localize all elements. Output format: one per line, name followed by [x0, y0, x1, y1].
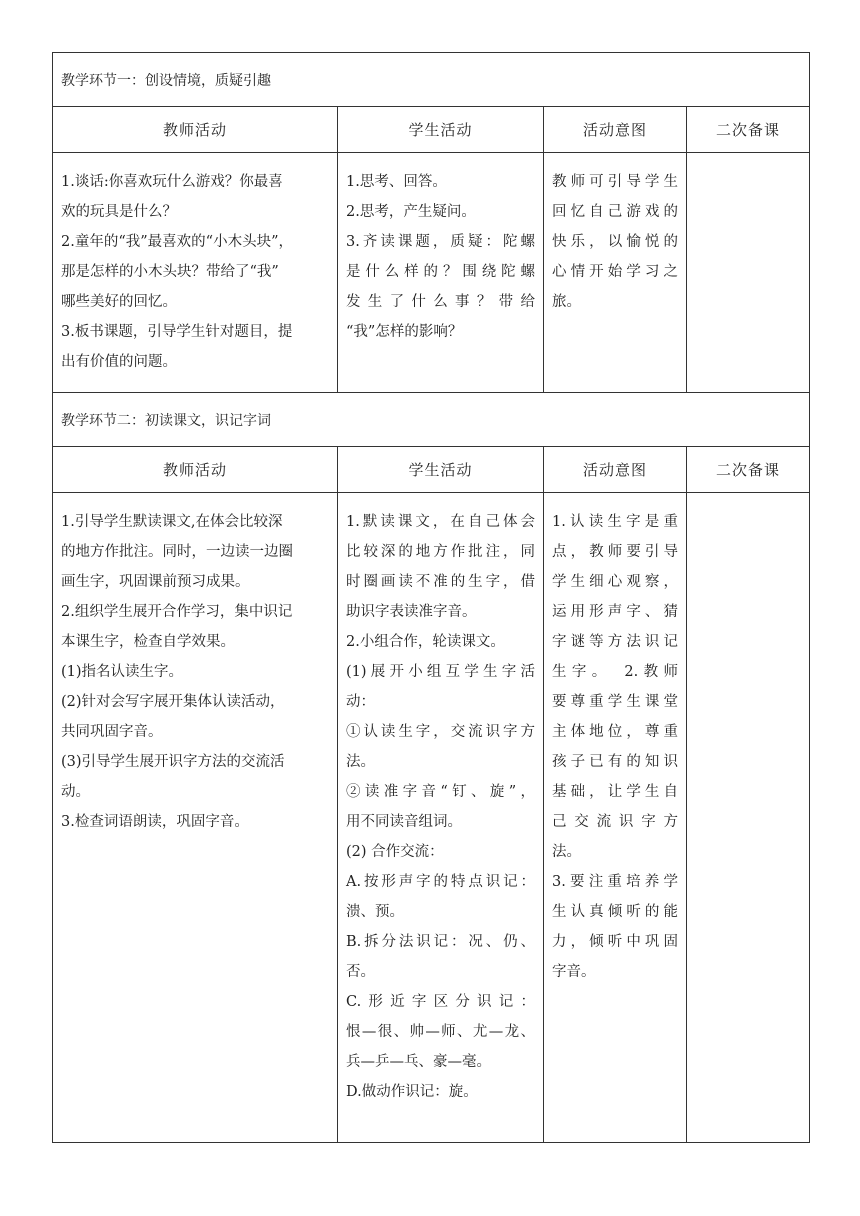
- section-title-row: [53, 53, 810, 107]
- text-line: 法。: [552, 844, 581, 860]
- text-line: 法。: [346, 754, 375, 770]
- text-line: 1.默读课文，在自己体会: [346, 514, 535, 530]
- text-line: (1)指名认读生字。: [61, 664, 184, 680]
- activity-intent-cell: [544, 153, 687, 393]
- text-line: 生字。 2.教师: [552, 664, 678, 680]
- text-line: 生认真倾听的能: [552, 904, 678, 920]
- text-line: 快乐，以愉悦的: [552, 234, 678, 250]
- section-title: 教学环节一：创设情境，质疑引趣: [53, 53, 810, 107]
- text-line: (2) 合作交流：: [346, 844, 444, 860]
- section-title-row: [53, 393, 810, 447]
- text-line: D.做动作识记：旋。: [346, 1084, 478, 1100]
- column-header: 活动意图: [544, 107, 687, 153]
- column-header: 教师活动: [53, 447, 338, 493]
- teacher-activity-cell: [53, 493, 338, 1143]
- text-line: 2.小组合作，轮读课文。: [346, 634, 505, 650]
- section-title: 教学环节二：初读课文，识记字词: [53, 393, 810, 447]
- text-line: 教师可引导学生: [552, 174, 678, 190]
- text-line: 画生字，巩固课前预习成果。: [61, 574, 250, 590]
- text-line: 本课生字，检查自学效果。: [61, 634, 235, 650]
- column-header: 二次备课: [687, 107, 810, 153]
- text-line: 要尊重学生课堂: [552, 694, 678, 710]
- second-preparation-cell: [687, 153, 810, 393]
- text-line: 心情开始学习之: [552, 264, 678, 280]
- text-line: 字谜等方法识记: [552, 634, 678, 650]
- activity-row: [53, 493, 810, 1143]
- text-line: 恨—很、帅—师、尤—龙、: [346, 1024, 535, 1040]
- text-line: 动。: [61, 784, 90, 800]
- text-line: 那是怎样的小木头块？带给了“我”: [61, 264, 279, 280]
- column-header: 学生活动: [338, 107, 544, 153]
- text-line: 出有价值的问题。: [61, 354, 177, 370]
- column-header: 学生活动: [338, 447, 544, 493]
- text-line: 哪些美好的回忆。: [61, 294, 177, 310]
- text-line: 否。: [346, 964, 375, 980]
- text-line: 运用形声字、猜: [552, 604, 678, 620]
- text-line: 点，教师要引导: [552, 544, 678, 560]
- teacher-activity-cell: [53, 153, 338, 393]
- text-line: (2)针对会写字展开集体认读活动，: [61, 694, 285, 710]
- text-line: 力，倾听中巩固: [552, 934, 678, 950]
- text-line: 动：: [346, 694, 375, 710]
- text-line: 3.检查词语朗读，巩固字音。: [61, 814, 249, 830]
- student-activity-cell: [338, 153, 544, 393]
- text-line: 比较深的地方作批注，同: [346, 544, 535, 560]
- text-line: 1.思考、回答。: [346, 174, 447, 190]
- text-line: 3.板书课题，引导学生针对题目，提: [61, 324, 293, 340]
- column-header: 二次备课: [687, 447, 810, 493]
- text-line: 1.引导学生默读课文,在体会比较深: [61, 514, 283, 530]
- text-line: (3)引导学生展开识字方法的交流活: [61, 754, 285, 770]
- text-line: 孩子已有的知识: [552, 754, 678, 770]
- text-line: 基础，让学生自: [552, 784, 678, 800]
- text-line: 是什么样的？围绕陀螺: [346, 264, 535, 280]
- text-line: 2.思考，产生疑问。: [346, 204, 476, 220]
- text-line: C.形近字区分识记：: [346, 994, 535, 1010]
- text-line: 发生了什么事？带给: [346, 294, 535, 310]
- text-line: 1.认读生字是重: [552, 514, 678, 530]
- second-preparation-cell: [687, 493, 810, 1143]
- text-line: 时圈画读不准的生字，借: [346, 574, 535, 590]
- activity-row: [53, 153, 810, 393]
- text-line: 2.童年的“我”最喜欢的“小木头块”，: [61, 234, 293, 250]
- text-line: 溃、预。: [346, 904, 404, 920]
- text-line: 主体地位，尊重: [552, 724, 678, 740]
- text-line: ①认读生字，交流识字方: [346, 724, 535, 740]
- text-line: 共同巩固字音。: [61, 724, 163, 740]
- student-activity-cell: [338, 493, 544, 1143]
- column-header: 活动意图: [544, 447, 687, 493]
- text-line: 欢的玩具是什么？: [61, 204, 177, 220]
- activity-intent-cell: [544, 493, 687, 1143]
- text-line: 己交流识字方: [552, 814, 678, 830]
- text-line: 字音。: [552, 964, 596, 980]
- text-line: 旅。: [552, 294, 581, 310]
- text-line: 学生细心观察，: [552, 574, 678, 590]
- text-line: A.按形声字的特点识记：: [346, 874, 535, 890]
- lesson-plan-table: [52, 52, 810, 1143]
- text-line: 3.要注重培养学: [552, 874, 678, 890]
- text-line: 用不同读音组词。: [346, 814, 462, 830]
- text-line: 助识字表读准字音。: [346, 604, 477, 620]
- column-header-row: [53, 447, 810, 493]
- text-line: 兵—乒—乓、豪—毫。: [346, 1054, 491, 1070]
- text-line: ②读准字音“钉、旋”，: [346, 784, 535, 800]
- column-header-row: [53, 107, 810, 153]
- text-line: 1.谈话:你喜欢玩什么游戏？你最喜: [61, 174, 283, 190]
- text-line: 的地方作批注。同时，一边读一边圈: [61, 544, 293, 560]
- column-header: 教师活动: [53, 107, 338, 153]
- text-line: 回忆自己游戏的: [552, 204, 678, 220]
- text-line: B.拆分法识记：况、仍、: [346, 934, 535, 950]
- text-line: (1)展开小组互学生字活: [346, 664, 535, 680]
- text-line: “我”怎样的影响？: [346, 324, 463, 340]
- text-line: 2.组织学生展开合作学习，集中识记: [61, 604, 293, 620]
- text-line: 3.齐读课题，质疑：陀螺: [346, 234, 535, 250]
